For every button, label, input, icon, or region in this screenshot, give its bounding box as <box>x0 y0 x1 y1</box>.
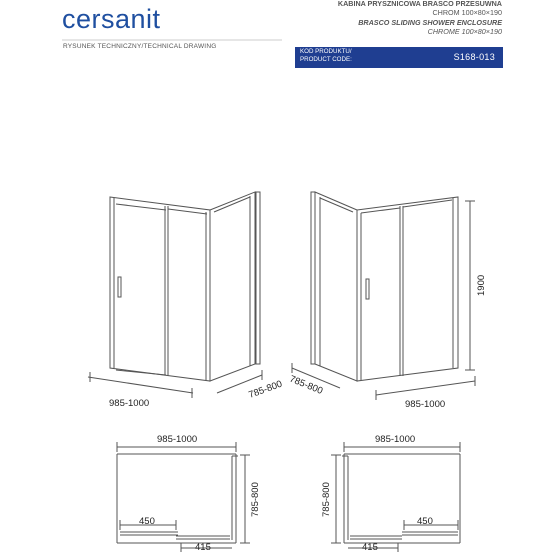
left-width-dim <box>88 377 193 393</box>
left-front-frame <box>110 197 210 381</box>
right-plan-width-label: 985-1000 <box>375 434 416 445</box>
left-opening-label: 415 <box>195 542 211 552</box>
drawing-subtitle: RYSUNEK TECHNICZNY/TECHNICAL DRAWING <box>63 43 217 50</box>
product-code-value: S168-013 <box>453 52 495 62</box>
right-plan-view <box>331 442 460 552</box>
product-code-label-en: PRODUCT CODE: <box>300 56 352 63</box>
left-plan-depth-label: 785-800 <box>250 482 261 517</box>
right-height-label: 1900 <box>476 274 487 296</box>
left-plan-width-label: 985-1000 <box>157 434 198 445</box>
left-plan-view <box>117 442 250 552</box>
right-perspective-view <box>292 192 475 400</box>
left-perspective-view <box>88 192 262 398</box>
left-depth-label: 785-800 <box>247 378 284 401</box>
product-name-en: BRASCO SLIDING SHOWER ENCLOSURE <box>358 18 502 27</box>
right-wall-profile <box>311 192 315 364</box>
left-width-label: 985-1000 <box>109 398 150 409</box>
left-side-panel <box>210 192 255 381</box>
left-wall-profile <box>256 192 260 364</box>
right-plan-depth-label: 785-800 <box>321 482 332 517</box>
right-front-frame <box>357 197 458 381</box>
right-opening-label: 415 <box>362 542 378 552</box>
right-width-label: 985-1000 <box>405 399 446 410</box>
right-handle <box>366 279 369 299</box>
right-width-dim <box>376 381 475 395</box>
left-door-label: 450 <box>139 516 155 527</box>
right-side-panel <box>315 192 357 381</box>
brand-logo: cersanit <box>62 4 161 34</box>
right-door-label: 450 <box>417 516 433 527</box>
product-size-en: CHROME 100×80×190 <box>427 27 502 36</box>
left-handle <box>118 277 121 297</box>
product-size-pl: CHROM 100×80×190 <box>432 8 502 17</box>
product-code-label-pl: KOD PRODUKTU/ <box>300 48 352 55</box>
product-name-pl: KABINA PRYSZNICOWA BRASCO PRZESUWNA <box>337 0 502 8</box>
right-depth-label: 785-800 <box>287 373 325 397</box>
